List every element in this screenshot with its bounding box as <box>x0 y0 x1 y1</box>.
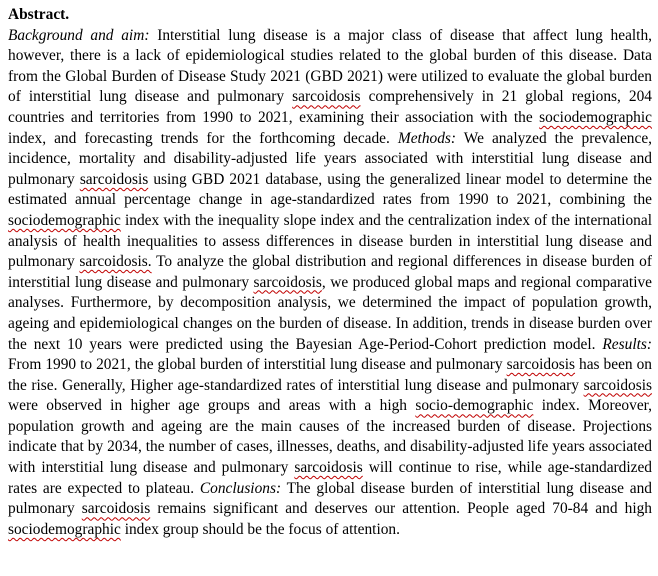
body-text: To analyze the global distribution and regional differences in disease burden of interstitial lung disease and pulmonary <box>8 253 652 291</box>
body-text: remains significant and deserves our attention. People aged 70-84 and high <box>150 500 652 518</box>
spellcheck-flagged-word: sociodemographic <box>539 108 652 126</box>
body-text: comprehensively in 21 global regions, 204 countries and territories from 1990 to 2021, examining their association with the <box>8 88 652 126</box>
section-label: Results: <box>602 335 652 353</box>
spellcheck-flagged-word: sarcoidosis <box>81 500 151 518</box>
section-label: Conclusions: <box>199 479 282 497</box>
document-page <box>8 5 652 540</box>
spellcheck-flagged-word: sarcoidosis <box>294 459 363 477</box>
body-text: Interstitial lung disease is a major class of disease that affect lung health, however, there is a lack of epidemiological studies related to the global burden of this disease. Data from the Global Burden of Disease Study 2021 (GBD 2021) were utilized to evaluate the global burden of interstitial lung disease and pulmonary <box>8 26 653 106</box>
spellcheck-flagged-word: socio-demographic <box>415 397 534 415</box>
body-text: index, and forecasting trends for the forthcoming decade. <box>8 129 398 147</box>
body-text: will continue to rise, while age-standardized rates are expected to plateau. <box>8 459 653 497</box>
spellcheck-flagged-word: sarcoidosis. <box>79 253 152 271</box>
spellcheck-flagged-word: sarcoidosis <box>583 376 652 394</box>
body-text: index. Moreover, population growth and ageing are the main causes of the increased burden of disease. Projections indicate that by 2034, the number of cases, illnesses, deaths, and disability-adjusted life years associated with interstitial lung disease and pulmonary <box>8 397 653 477</box>
body-text: The global disease burden of interstitial lung disease and pulmonary <box>8 479 652 518</box>
section-label: Background and aim: <box>8 26 150 44</box>
spellcheck-flagged-word: sarcoidosis <box>292 88 361 106</box>
body-text: index with the inequality slope index and the centralization index of the international analysis of health inequalities to assess differences in disease burden in interstitial lung disease and pulmonary <box>8 211 652 271</box>
body-text: were observed in higher age groups and areas with a high <box>8 397 416 415</box>
body-text: index group should be the focus of attention. <box>120 520 400 538</box>
spellcheck-flagged-word: sociodemographic <box>8 211 121 229</box>
body-text: From 1990 to 2021, the global burden of interstitial lung disease and pulmonary <box>8 356 507 374</box>
body-text: using GBD 2021 database, using the generalized linear model to determine the estimated annual percentage change in age-standardized rates from 1990 to 2021, combining the <box>8 170 653 209</box>
body-text: , we produced global maps and regional comparative analyses. Furthermore, by decomposition analysis, we determined the impact of population growth, ageing and epidemiological changes on the burden of disease. In addition, trends in disease burden over the next 10 years were predicted using the Bayesian Age-Period-Cohort prediction model. <box>8 273 652 353</box>
body-text: We analyzed the prevalence, incidence, mortality and disability-adjusted life years associated with interstitial lung disease and pulmonary <box>8 129 653 188</box>
spellcheck-flagged-word: sarcoidosis <box>79 170 149 188</box>
spellcheck-flagged-word: sarcoidosis <box>506 356 576 374</box>
spellcheck-flagged-word: sarcoidosis <box>253 273 322 291</box>
body-text: has been on the rise. Generally, Higher age-standardized rates of interstitial lung disease and pulmonary <box>8 356 652 394</box>
spellcheck-flagged-word: sociodemographic <box>8 520 121 538</box>
abstract-body <box>8 26 652 541</box>
section-label: Methods: <box>397 129 457 147</box>
abstract-heading: Abstract. <box>8 6 70 23</box>
